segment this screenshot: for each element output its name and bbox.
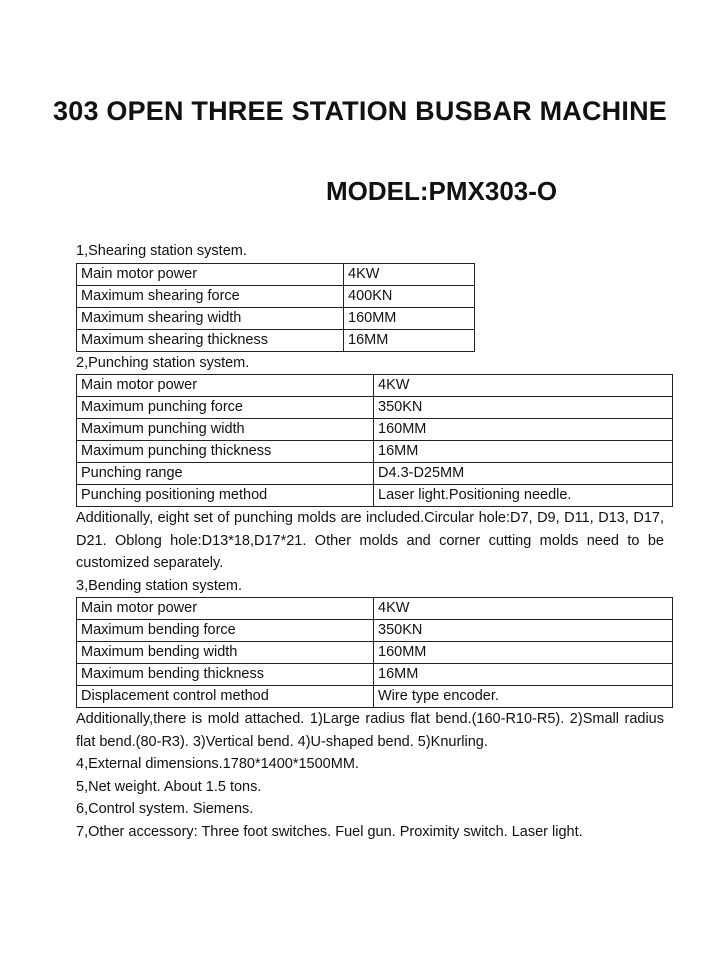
spec-value: Wire type encoder. — [374, 686, 673, 708]
spec-label: Maximum bending force — [77, 620, 374, 642]
spec-label: Maximum shearing force — [77, 285, 344, 307]
table-row — [77, 397, 673, 419]
punching-note: Additionally, eight set of punching molds are included.Circular hole:D7, D9, D11, D13, D17, D21. Oblong hole:D13*18,D17*21. Other molds and corner cutting molds need to be customized separately. — [76, 510, 664, 571]
table-row — [77, 620, 673, 642]
spec-label: Punching range — [77, 463, 374, 485]
shearing-table — [76, 263, 475, 352]
punching-heading: 2,Punching station system. — [76, 354, 250, 371]
table-row — [77, 263, 475, 285]
punching-table — [76, 374, 673, 507]
spec-label: Main motor power — [77, 263, 344, 285]
spec-label: Maximum punching force — [77, 397, 374, 419]
table-row — [77, 307, 475, 329]
spec-label: Punching positioning method — [77, 485, 374, 507]
table-row — [77, 329, 475, 351]
spec-label: Maximum punching thickness — [77, 441, 374, 463]
model-number: MODEL:PMX303-O — [326, 176, 558, 206]
shearing-heading: 1,Shearing station system. — [76, 243, 247, 259]
bending-table — [76, 597, 673, 708]
spec-value: 16MM — [374, 441, 673, 463]
spec-label: Displacement control method — [77, 686, 374, 708]
spec-value: 160MM — [374, 419, 673, 441]
spec-value: 4KW — [344, 263, 475, 285]
spec-value: 400KN — [344, 285, 475, 307]
spec-content — [76, 240, 664, 843]
table-row — [77, 441, 673, 463]
document-title: 303 OPEN THREE STATION BUSBAR MACHINE — [53, 96, 667, 126]
table-row — [77, 642, 673, 664]
spec-label: Main motor power — [77, 375, 374, 397]
control-system: 6,Control system. Siemens. — [76, 801, 254, 817]
table-row — [77, 375, 673, 397]
spec-value: 4KW — [374, 375, 673, 397]
external-dimensions: 4,External dimensions.1780*1400*1500MM. — [76, 756, 359, 772]
table-row — [77, 285, 475, 307]
spec-value: Laser light.Positioning needle. — [374, 485, 673, 507]
spec-label: Maximum punching width — [77, 419, 374, 441]
spec-value: D4.3-D25MM — [374, 463, 673, 485]
table-row — [77, 485, 673, 507]
table-row — [77, 686, 673, 708]
other-accessory: 7,Other accessory: Three foot switches. Fuel gun. Proximity switch. Laser light. — [76, 823, 583, 840]
spec-label: Maximum bending width — [77, 642, 374, 664]
table-row — [77, 664, 673, 686]
spec-label: Maximum shearing width — [77, 307, 344, 329]
spec-value: 16MM — [344, 329, 475, 351]
spec-label: Maximum shearing thickness — [77, 329, 344, 351]
spec-value: 350KN — [374, 620, 673, 642]
spec-value: 160MM — [374, 642, 673, 664]
net-weight: 5,Net weight. About 1.5 tons. — [76, 778, 262, 795]
bending-note: Additionally,there is mold attached. 1)Large radius flat bend.(160-R10-R5). 2)Small radius flat bend.(80-R3). 3)Vertical bend. 4)U-shaped bend. 5)Knurling. — [76, 711, 664, 750]
spec-value: 4KW — [374, 598, 673, 620]
spec-value: 350KN — [374, 397, 673, 419]
table-row — [77, 598, 673, 620]
spec-value: 160MM — [344, 307, 475, 329]
spec-label: Main motor power — [77, 598, 374, 620]
table-row — [77, 419, 673, 441]
bending-heading: 3,Bending station system. — [76, 577, 243, 594]
spec-value: 16MM — [374, 664, 673, 686]
spec-label: Maximum bending thickness — [77, 664, 374, 686]
table-row — [77, 463, 673, 485]
